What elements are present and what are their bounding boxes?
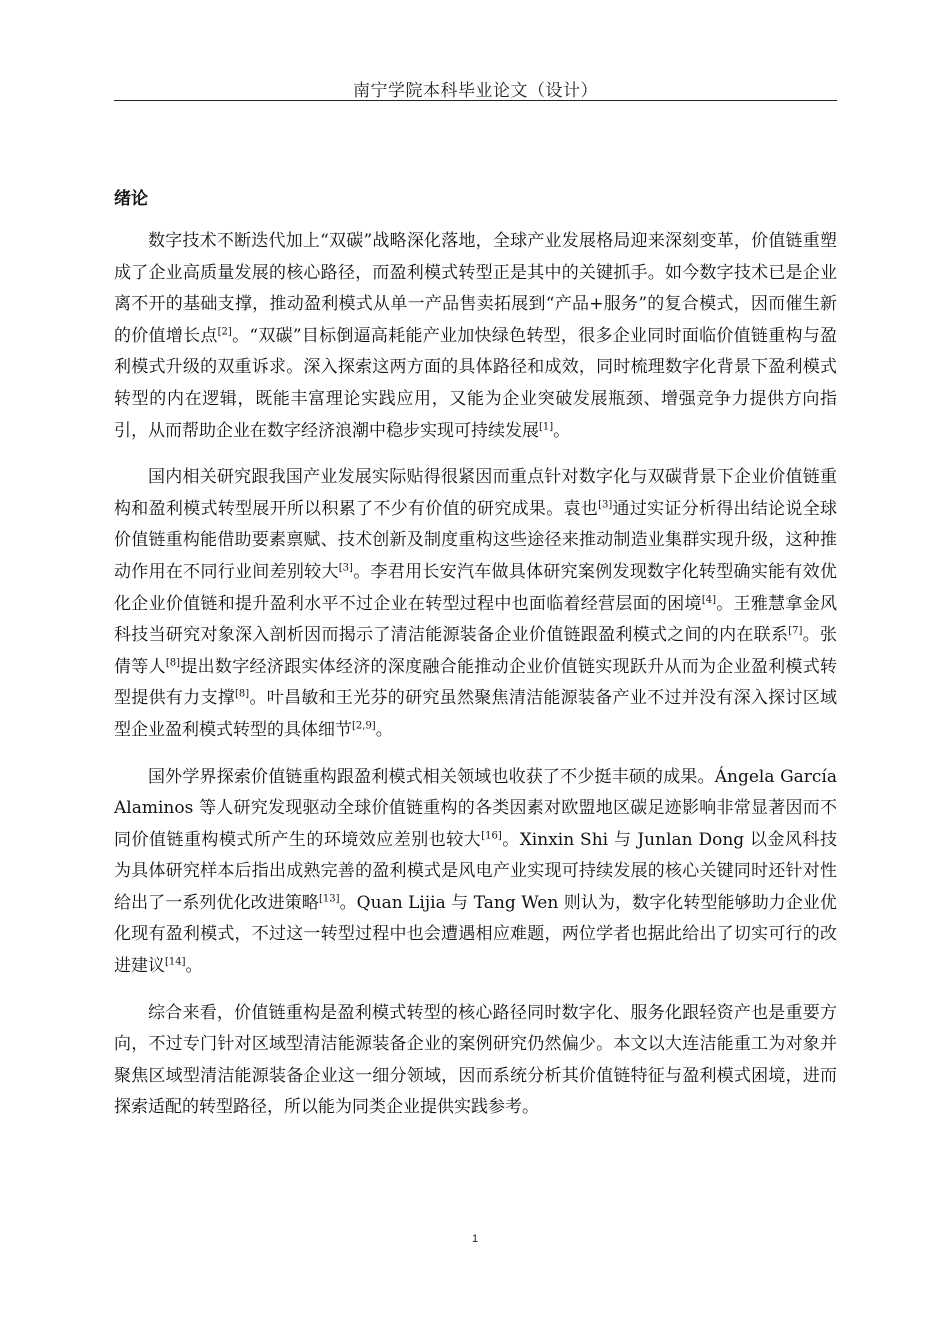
citation-ref: [14]: [165, 956, 186, 968]
paragraph-text: 。Xinxin Shi 与 Junlan Dong 以金风科技为具体研究样本后指出成熟完善的盈利模式是风电产业实现可持续发展的核心关键同时还针对性给出了一系列优化改进策略: [114, 829, 837, 913]
citation-ref: [3]: [338, 562, 353, 574]
body-text: [114, 226, 837, 1139]
citation-ref: [2,9]: [352, 720, 376, 732]
citation-ref: [3]: [598, 499, 613, 511]
header-divider: [114, 100, 837, 101]
paragraph-text: 。王雅慧拿金风科技当研究对象深入剖析因而揭示了清洁能源装备企业价值链跟盈利模式之间的内在联系: [114, 593, 838, 646]
paragraph-text: 。张倩等人: [114, 625, 837, 677]
paragraph-text: 综合来看，价值链重构是盈利模式转型的核心路径同时数字化、服务化跟轻资产也是重要方向，不过专门针对区域型清洁能源装备企业的案例研究仍然偏少。本文以大连洁能重工为对象并聚焦区域型清洁能源装备企业这一细分领域，因而系统分析其价值链特征与盈利模式困境，进而探索适配的转型路径，所以能为同类企业提供实践参考。: [114, 1002, 837, 1118]
paragraph-text: 数字技术不断迭代加上“双碳”战略深化落地，全球产业发展格局迎来深刻变革，价值链重塑成了企业高质量发展的核心路径，而盈利模式转型正是其中的关键抓手。如今数字技术已是企业离不开的基础支撑，推动盈利模式从单一产品售卖拓展到“产品+服务”的复合模式，因而催生新的价值增长点: [114, 231, 837, 346]
paragraph-text: 国内相关研究跟我国产业发展实际贴得很紧因而重点针对数字化与双碳背景下企业价值链重构和盈利模式转型展开所以积累了不少有价值的研究成果。袁也: [114, 467, 837, 519]
citation-ref: [13]: [318, 893, 340, 905]
paragraph-text: 。李君用长安汽车做具体研究案例发现数字化转型确实能有效优化企业价值链和提升盈利水平不过企业在转型过程中也面临着经营层面的困境: [114, 561, 837, 614]
citation-ref: [8]: [235, 688, 250, 700]
paragraph-4: [114, 998, 837, 1124]
citation-ref: [8]: [165, 657, 181, 669]
citation-ref: [1]: [539, 420, 554, 432]
running-header-title: 南宁学院本科毕业论文（设计）: [353, 81, 598, 101]
paragraph-3: [114, 762, 837, 983]
paragraph-text: 提出数字经济跟实体经济的深度融合能推动企业价值链实现跃升从而为企业盈利模式转型提供有力支撑: [114, 656, 838, 709]
paragraph-text: 。Quan Lijia 与 Tang Wen 则认为，数字化转型能够助力企业优化现有盈利模式，不过这一转型过程中也会遭遇相应难题，两位学者也据此给出了切实可行的改进建议: [114, 892, 838, 977]
paragraph-text: 。: [553, 420, 571, 441]
paragraph-1: [114, 226, 837, 447]
paragraph-text: 。: [185, 956, 203, 977]
citation-ref: [7]: [788, 625, 803, 637]
paragraph-text: 。叶昌敏和王光芬的研究虽然聚焦清洁能源装备产业不过并没有深入探讨区域型企业盈利模式转型的具体细节: [114, 688, 838, 740]
paragraph-text: 。: [375, 719, 393, 740]
section-heading: 绪论: [114, 189, 148, 209]
citation-ref: [16]: [481, 830, 502, 842]
paragraph-text: 。“双碳”目标倒逼高耗能产业加快绿色转型，很多企业同时面临价值链重构与盈利模式升级的双重诉求。深入探索这两方面的具体路径和成效，同时梳理数字化背景下盈利模式转型的内在逻辑，既能丰富理论实践应用，又能为企业突破发展瓶颈、增强竞争力提供方向指引，从而帮助企业在数字经济浪潮中稳步实现可持续发展: [114, 325, 837, 441]
citation-ref: [2]: [217, 326, 232, 338]
citation-ref: [4]: [701, 593, 716, 605]
paragraph-text: 国外学界探索价值链重构跟盈利模式相关领域也收获了不少挺丰硕的成果。Ángela García Alaminos 等人研究发现驱动全球价值链重构的各类因素对欧盟地区碳足迹影响非常显著因而不同价值链重构模式所产生的环境效应差别也较大: [114, 766, 837, 850]
page-number: 1: [471, 1233, 479, 1245]
paragraph-2: [114, 462, 837, 746]
paragraph-text: 通过实证分析得出结论说全球价值链重构能借助要素禀赋、技术创新及制度重构这些途径来推动制造业集群实现升级，这种推动作用在不同行业间差别较大: [114, 498, 838, 582]
